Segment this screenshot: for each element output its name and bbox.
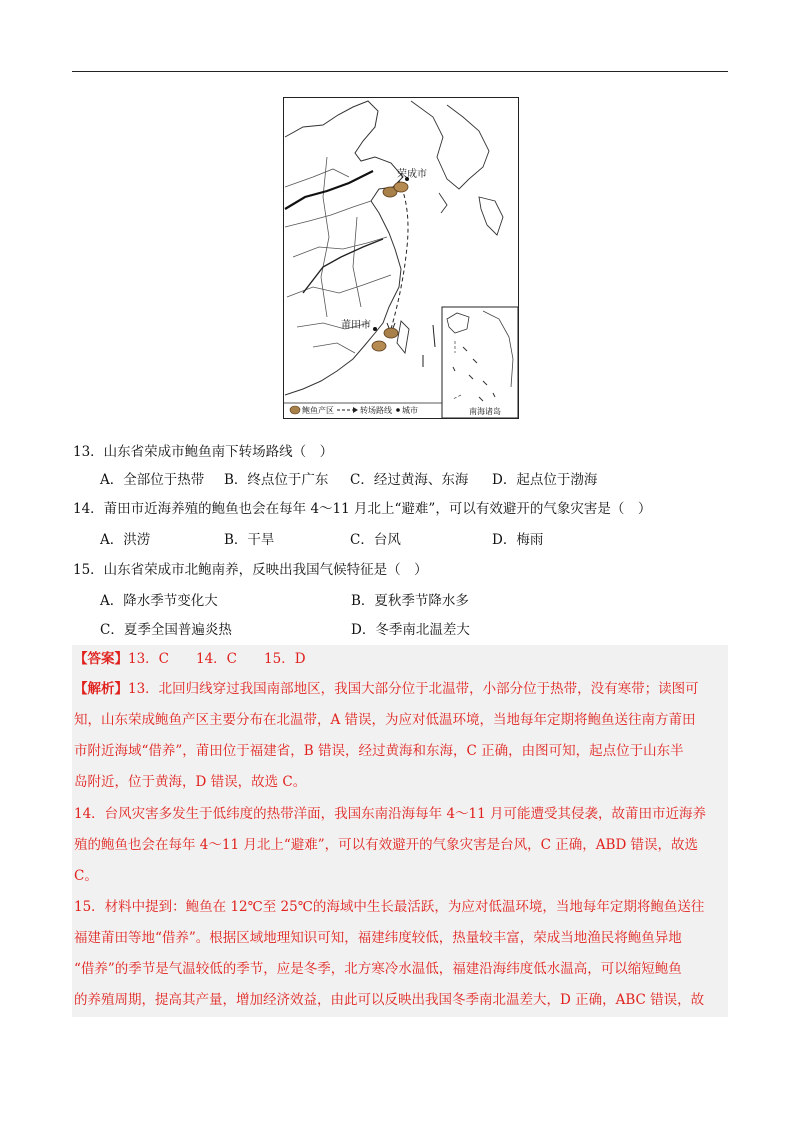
question-13-stem: 13．山东省荣成市鲍鱼南下转场路线（ ） [73, 444, 334, 460]
inset-label: 南海诸岛 [469, 407, 501, 416]
q15-option-c: C．夏季全国普遍炎热 [100, 622, 232, 638]
q14-option-c: C．台风 [350, 532, 401, 548]
q13-option-c: C．经过黄海、东海 [350, 472, 469, 488]
legend-city-label: 城市 [402, 406, 418, 415]
q15-option-b: B．夏秋季节降水多 [351, 593, 469, 609]
header-rule [72, 71, 728, 72]
answer-tag: 【答案】 [74, 651, 128, 667]
question-14-stem: 14．莆田市近海养殖的鲍鱼也会在每年 4～11 月北上“避难”，可以有效避开的气象灾害是（ ） [73, 501, 652, 517]
city-label-putian: 莆田市 [341, 320, 371, 331]
analysis-line-10: “借养”的季节是气温较低的季节，应是冬季，北方寒冷水温低，福建沿海纬度低水温高，可以缩短鲍鱼 [74, 961, 682, 977]
analysis-line-3: 市附近海域“借养”，莆田位于福建省，B 错误，经过黄海和东海，C 正确，由图可知，起点位于山东半 [74, 743, 684, 759]
analysis-line-5: 14．台风灾害多发生于低纬度的热带洋面，我国东南沿海每年 4～11 月可能遭受其侵袭，故莆田市近海养 [74, 806, 707, 822]
question-15-stem: 15．山东省荣成市北鲍南养，反映出我国气候特征是（ ） [73, 562, 428, 578]
abalone-route-map [283, 97, 519, 419]
q15-option-d: D．冬季南北温差大 [351, 622, 470, 638]
answer-line [74, 650, 306, 668]
q13-option-d: D．起点位于渤海 [492, 472, 598, 488]
analysis-line-8: 15．材料中提到：鲍鱼在 12℃至 25℃的海域中生长最活跃，为应对低温环境，当地每年定期将鲍鱼送往 [74, 899, 705, 915]
answer-text: 13．C 14．C 15．D [128, 651, 306, 667]
analysis-text: 13．北回归线穿过我国南部地区，我国大部分位于北温带，小部分位于热带，没有寒带；读图可 [128, 681, 699, 697]
legend-abalone-label: 鲍鱼产区 [302, 406, 334, 415]
q13-option-b: B．终点位于广东 [224, 472, 329, 488]
q14-option-d: D．梅雨 [492, 532, 544, 548]
analysis-line-9: 福建莆田等地“借养”。根据区域地理知识可知，福建纬度较低，热量较丰富，荣成当地渔民将鲍鱼异地 [74, 930, 682, 946]
analysis-line-4: 岛附近，位于黄海，D 错误，故选 C。 [74, 774, 307, 790]
analysis-tag: 【解析】 [74, 681, 128, 697]
q14-option-a: A．洪涝 [100, 532, 151, 548]
q15-option-a: A．降水季节变化大 [100, 593, 218, 609]
analysis-line-7: C。 [74, 868, 98, 884]
q13-option-a: A．全部位于热带 [100, 472, 205, 488]
analysis-line-6: 殖的鲍鱼也会在每年 4～11 月北上“避难”，可以有效避开的气象灾害是台风，C 正确，ABD 错误，故选 [74, 837, 699, 853]
city-label-rongcheng: 荣成市 [397, 169, 427, 180]
q14-option-b: B．干旱 [224, 532, 275, 548]
analysis-line-11: 的养殖周期，提高其产量，增加经济效益，由此可以反映出我国冬季南北温差大，D 正确，ABC 错误，故 [74, 992, 705, 1008]
analysis-line-1 [74, 680, 699, 698]
legend-route-label: 转场路线 [360, 406, 392, 415]
analysis-line-2: 知，山东荣成鲍鱼产区主要分布在北温带，A 错误，为应对低温环境，当地每年定期将鲍鱼送往南方莆田 [74, 712, 696, 728]
